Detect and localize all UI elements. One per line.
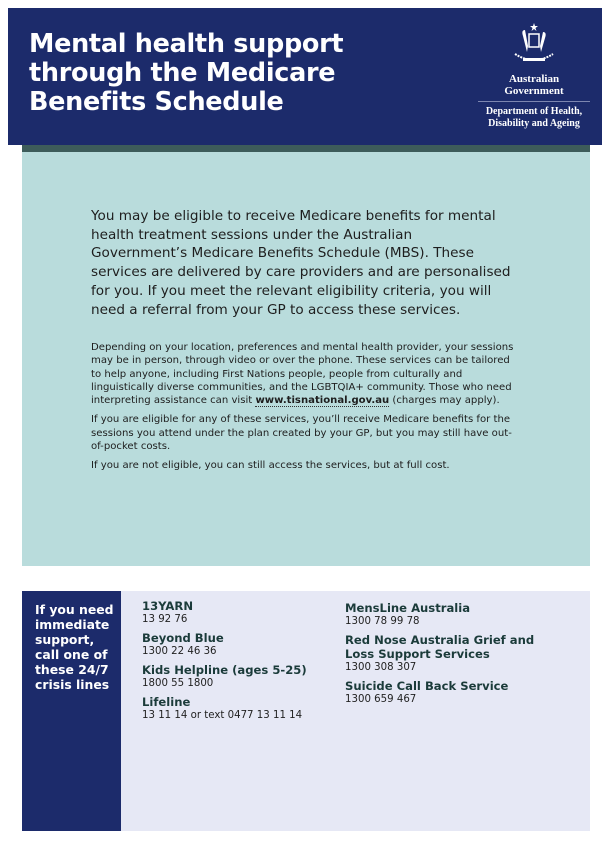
title-line: Mental health support: [29, 29, 344, 59]
title-line: through the Medicare: [29, 58, 336, 88]
crisis-line: [345, 601, 555, 628]
line-name: 13YARN: [142, 599, 194, 613]
crisis-line: [345, 679, 555, 706]
line-number: 1300 22 46 36: [142, 646, 217, 657]
intro-paragraph-1: [91, 341, 521, 407]
crisis-heading: If you need immediate support, call one of these 24/7 crisis lines: [22, 591, 121, 831]
crisis-line: [142, 631, 352, 658]
crisis-column-2: [345, 601, 555, 711]
line-number: 1300 308 307: [345, 662, 417, 673]
intro-lead: You may be eligible to receive Medicare benefits for mental health treatment sessions under the Australian Government’s Medicare Benefits Schedule (MBS). These services are delivered by care providers and are personalised for you. If you meet the relevant eligibility criteria, you will need a referral from your GP to access these services.: [91, 208, 511, 318]
title-line: Benefits Schedule: [29, 87, 284, 117]
line-number: 1800 55 1800: [142, 678, 214, 689]
line-name: Beyond Blue: [142, 631, 224, 645]
government-logo: [478, 22, 590, 130]
line-name: Red Nose Australia Grief and Loss Support Services: [345, 633, 535, 661]
coat-of-arms-icon: [509, 22, 559, 66]
department-name: [478, 106, 590, 130]
line-number: 1300 78 99 78: [345, 616, 420, 627]
government-name: Australian Government: [478, 73, 590, 102]
line-number: 13 92 76: [142, 614, 188, 625]
department-line: Department of Health,: [485, 106, 583, 117]
line-name: Lifeline: [142, 695, 191, 709]
page-title: [29, 30, 343, 117]
line-number: 1300 659 467: [345, 694, 417, 705]
paragraph-text: (charges may apply).: [389, 395, 500, 407]
line-number: 13 11 14 or text 0477 13 11 14: [142, 710, 303, 721]
crisis-line: [142, 663, 352, 690]
intro-panel: [22, 152, 590, 566]
crisis-line: [142, 695, 352, 722]
intro-paragraph-2: If you are eligible for any of these services, you’ll receive Medicare benefits for the sessions you attend under the plan created by your GP, but you may still have out-of-pocket costs.: [91, 414, 512, 453]
line-name: MensLine Australia: [345, 601, 471, 615]
line-name: Kids Helpline (ages 5-25): [142, 663, 307, 677]
intro-details: [91, 341, 521, 479]
department-line: Disability and Ageing: [488, 118, 580, 129]
crisis-column-1: [142, 599, 352, 727]
divider-strip: [22, 145, 590, 152]
intro-paragraph-3: If you are not eligible, you can still access the services, but at full cost.: [91, 460, 450, 472]
crisis-lines-panel: [22, 591, 590, 831]
crisis-line: [142, 599, 352, 626]
paragraph-text: Depending on your location, preferences and mental health provider, your sessions may be in person, through video or over the phone. These services can be tailored to help anyone, including First Nations people, people from culturally and linguistically diverse communities, and the LGBTQIA+ community. Those who need interpreting assistance can visit: [91, 342, 514, 407]
header-banner: [8, 8, 602, 145]
tis-link[interactable]: www.tisnational.gov.au: [255, 395, 390, 407]
crisis-line: [345, 633, 555, 674]
line-name: Suicide Call Back Service: [345, 679, 509, 693]
